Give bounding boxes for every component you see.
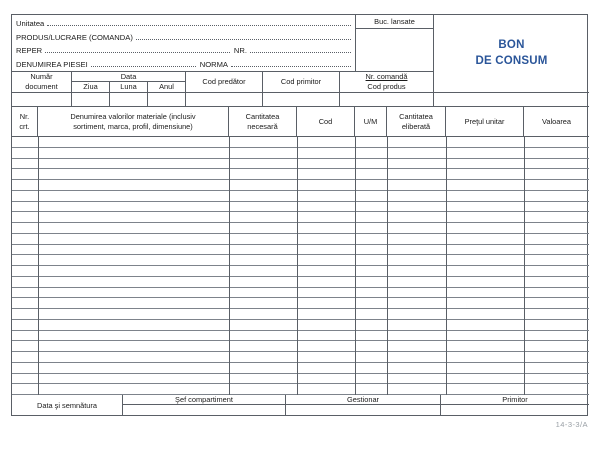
denumirea-piesei-label: DENUMIREA PIESEI <box>16 59 88 69</box>
norma-fill-rule[interactable] <box>231 59 351 67</box>
table-row[interactable] <box>12 352 589 363</box>
cod-produs-label: Cod produs <box>367 82 406 91</box>
body-vline-3 <box>297 137 298 395</box>
col-header-cod <box>297 107 355 137</box>
reper-nr-label: NR. <box>233 46 247 55</box>
identification-line-unitatea <box>16 18 351 32</box>
table-row[interactable] <box>12 277 589 288</box>
ziua-label: Ziua <box>83 82 98 92</box>
table-row[interactable] <box>12 148 589 159</box>
title-box-value-cell[interactable] <box>434 93 589 107</box>
col-nr-crt-line1: Nr. <box>19 111 30 121</box>
footer-primitor-signature[interactable] <box>441 405 589 416</box>
nr-comanda-value-cell[interactable] <box>340 93 434 107</box>
col-cantitatea-necesara-line2: necesară <box>247 121 278 131</box>
nr-comanda-label: Nr. comandă <box>365 72 408 82</box>
document-title-line2: DE CONSUM <box>475 54 548 67</box>
luna-header <box>110 82 148 93</box>
table-row[interactable] <box>12 298 589 309</box>
anul-value-cell[interactable] <box>148 93 186 107</box>
sef-compartiment-label: Şef compartiment <box>175 395 233 404</box>
table-row[interactable] <box>12 384 589 395</box>
col-valoarea-label: Valoarea <box>541 116 572 126</box>
data-si-semnatura-label: Data şi semnătura <box>37 400 97 410</box>
body-vline-4 <box>355 137 356 395</box>
col-header-denumire <box>38 107 229 137</box>
table-row[interactable] <box>12 266 589 277</box>
denumirea-piesei-fill-rule[interactable] <box>91 59 196 67</box>
table-row[interactable] <box>12 191 589 202</box>
cod-predator-label: Cod predător <box>202 77 246 87</box>
table-row[interactable] <box>12 309 589 320</box>
col-um-label: U/M <box>363 116 378 126</box>
col-header-cantitatea-necesara <box>229 107 297 137</box>
data-group-header <box>72 72 186 82</box>
reper-nr-fill-rule[interactable] <box>250 45 351 53</box>
numar-document-line2: document <box>25 82 58 91</box>
anul-label: Anul <box>159 82 174 92</box>
identification-line-reper <box>16 45 351 59</box>
anul-header <box>148 82 186 93</box>
body-vline-6 <box>446 137 447 395</box>
table-row[interactable] <box>12 255 589 266</box>
footer-gestionar-signature[interactable] <box>286 405 441 416</box>
col-header-um <box>355 107 387 137</box>
nr-comanda-cod-produs-header <box>340 72 434 93</box>
reper-fill-rule[interactable] <box>45 45 230 53</box>
luna-label: Luna <box>120 82 137 92</box>
buc-lansate-header <box>356 15 434 29</box>
table-row[interactable] <box>12 223 589 234</box>
numar-document-line1: Număr <box>30 72 53 82</box>
table-row[interactable] <box>12 363 589 374</box>
col-cod-label: Cod <box>318 116 333 126</box>
body-vline-2 <box>229 137 230 395</box>
reper-label: REPER <box>16 46 43 55</box>
footer-primitor-header <box>441 395 589 405</box>
buc-lansate-value-cell[interactable] <box>356 29 434 72</box>
footer-sef-compartiment-header <box>123 395 286 405</box>
col-denumire-line1: Denumirea valorilor materiale (inclusiv <box>70 111 196 121</box>
col-denumire-line2: sortiment, marca, profil, dimensiune) <box>73 121 193 131</box>
table-row[interactable] <box>12 234 589 245</box>
cod-predator-value-cell[interactable] <box>186 93 263 107</box>
table-row[interactable] <box>12 212 589 223</box>
gestionar-label: Gestionar <box>346 395 380 404</box>
norma-label: NORMA <box>199 59 228 69</box>
identification-line-denumirea-piesei <box>16 59 351 73</box>
cod-primitor-value-cell[interactable] <box>263 93 340 107</box>
buc-lansate-label: Buc. lansate <box>374 16 415 26</box>
col-cantitatea-necesara-line1: Cantitatea <box>245 111 280 121</box>
ziua-value-cell[interactable] <box>72 93 110 107</box>
unitatea-fill-rule[interactable] <box>47 18 351 26</box>
table-row[interactable] <box>12 320 589 331</box>
document-title-box <box>434 15 589 93</box>
unitatea-label: Unitatea <box>16 19 45 28</box>
cod-predator-header <box>186 72 263 93</box>
table-row[interactable] <box>12 245 589 256</box>
numar-document-value-cell[interactable] <box>12 93 72 107</box>
table-row[interactable] <box>12 202 589 213</box>
col-header-cantitatea-eliberata <box>387 107 446 137</box>
col-header-nr-crt <box>12 107 38 137</box>
identification-line-produs-lucrare <box>16 32 351 46</box>
data-label: Data <box>120 72 137 81</box>
table-row[interactable] <box>12 374 589 385</box>
body-vline-1 <box>38 137 39 395</box>
luna-value-cell[interactable] <box>110 93 148 107</box>
table-row[interactable] <box>12 180 589 191</box>
cod-primitor-label: Cod primitor <box>280 77 322 87</box>
bon-de-consum-form <box>11 14 588 416</box>
table-row[interactable] <box>12 159 589 170</box>
cod-primitor-header <box>263 72 340 93</box>
document-title-line1: BON <box>498 38 525 51</box>
ziua-header <box>72 82 110 93</box>
table-row[interactable] <box>12 137 589 148</box>
numar-document-header <box>12 72 72 93</box>
col-header-pretul-unitar <box>446 107 524 137</box>
col-cantitatea-eliberata-line1: Cantitatea <box>399 111 433 121</box>
body-vline-5 <box>387 137 388 395</box>
col-cantitatea-eliberata-line2: eliberată <box>401 121 431 131</box>
footer-data-si-semnatura <box>12 395 123 416</box>
primitor-label: Primitor <box>502 395 528 404</box>
footer-sef-compartiment-signature[interactable] <box>123 405 286 416</box>
form-code: 14-3-3/A <box>555 420 588 429</box>
col-pretul-unitar-label: Preţul unitar <box>464 116 505 126</box>
table-row[interactable] <box>12 331 589 342</box>
table-row[interactable] <box>12 341 589 352</box>
produs-lucrare-fill-rule[interactable] <box>136 32 351 40</box>
table-row[interactable] <box>12 169 589 180</box>
body-vline-7 <box>524 137 525 395</box>
produs-lucrare-label: PRODUS/LUCRARE (COMANDA) <box>16 32 133 42</box>
footer-gestionar-header <box>286 395 441 405</box>
table-row[interactable] <box>12 288 589 299</box>
identification-block <box>12 15 356 72</box>
col-nr-crt-line2: crt. <box>19 121 30 131</box>
col-header-valoarea <box>524 107 589 137</box>
